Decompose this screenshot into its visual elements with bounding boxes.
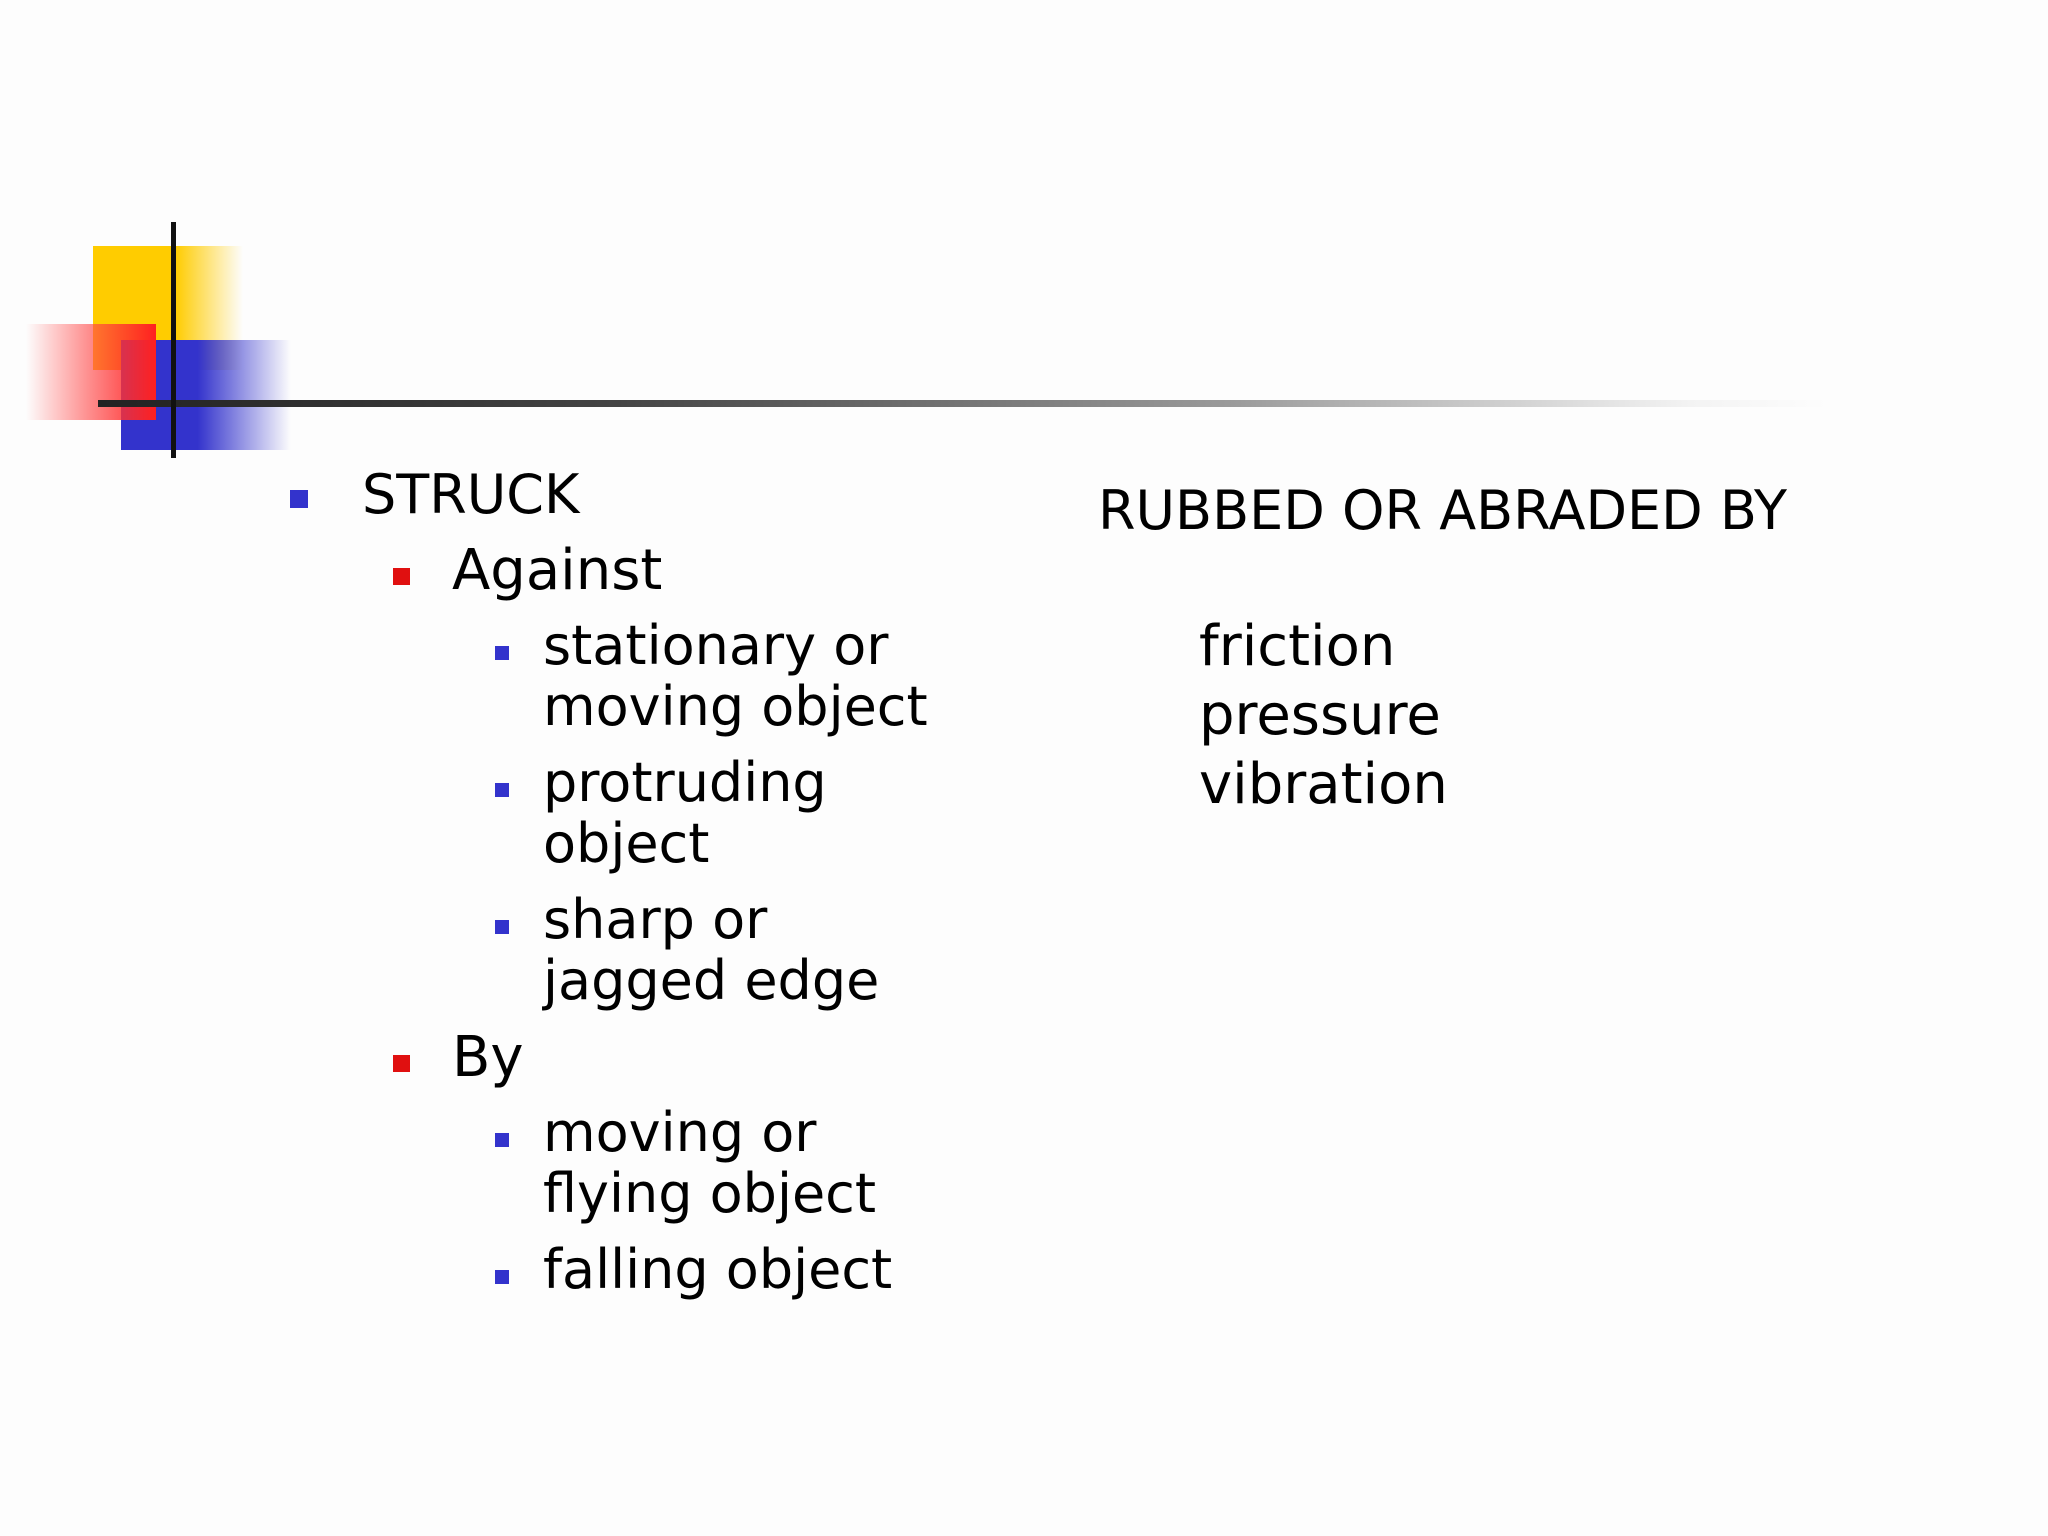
list-item-line: flying object <box>543 1162 877 1225</box>
list-item-line: falling object <box>543 1238 893 1301</box>
bullet-square-icon <box>290 490 308 508</box>
right-heading: RUBBED OR ABRADED BY <box>1098 479 1787 542</box>
list-item-line: moving or <box>543 1101 817 1164</box>
bullet-square-icon <box>393 568 410 585</box>
list-item-line: moving object <box>543 675 928 738</box>
group-label-against: Against <box>452 538 663 603</box>
bullet-square-icon <box>495 646 509 660</box>
right-list-item: pressure <box>1199 683 1441 748</box>
bullet-square-icon <box>495 920 509 934</box>
list-item-line: sharp or <box>543 888 768 951</box>
decorative-vertical-rule <box>171 222 176 458</box>
group-label-by: By <box>452 1025 524 1090</box>
left-heading: STRUCK <box>362 463 580 526</box>
right-list-item: friction <box>1199 614 1396 679</box>
decorative-horizontal-rule <box>98 400 1828 407</box>
bullet-square-icon <box>495 783 509 797</box>
list-item-line: protruding <box>543 751 827 814</box>
bullet-square-icon <box>495 1270 509 1284</box>
list-item-line: object <box>543 812 710 875</box>
list-item-line: stationary or <box>543 614 889 677</box>
right-list-item: vibration <box>1199 752 1448 817</box>
bullet-square-icon <box>393 1055 410 1072</box>
list-item-line: jagged edge <box>543 949 880 1012</box>
bullet-square-icon <box>495 1133 509 1147</box>
